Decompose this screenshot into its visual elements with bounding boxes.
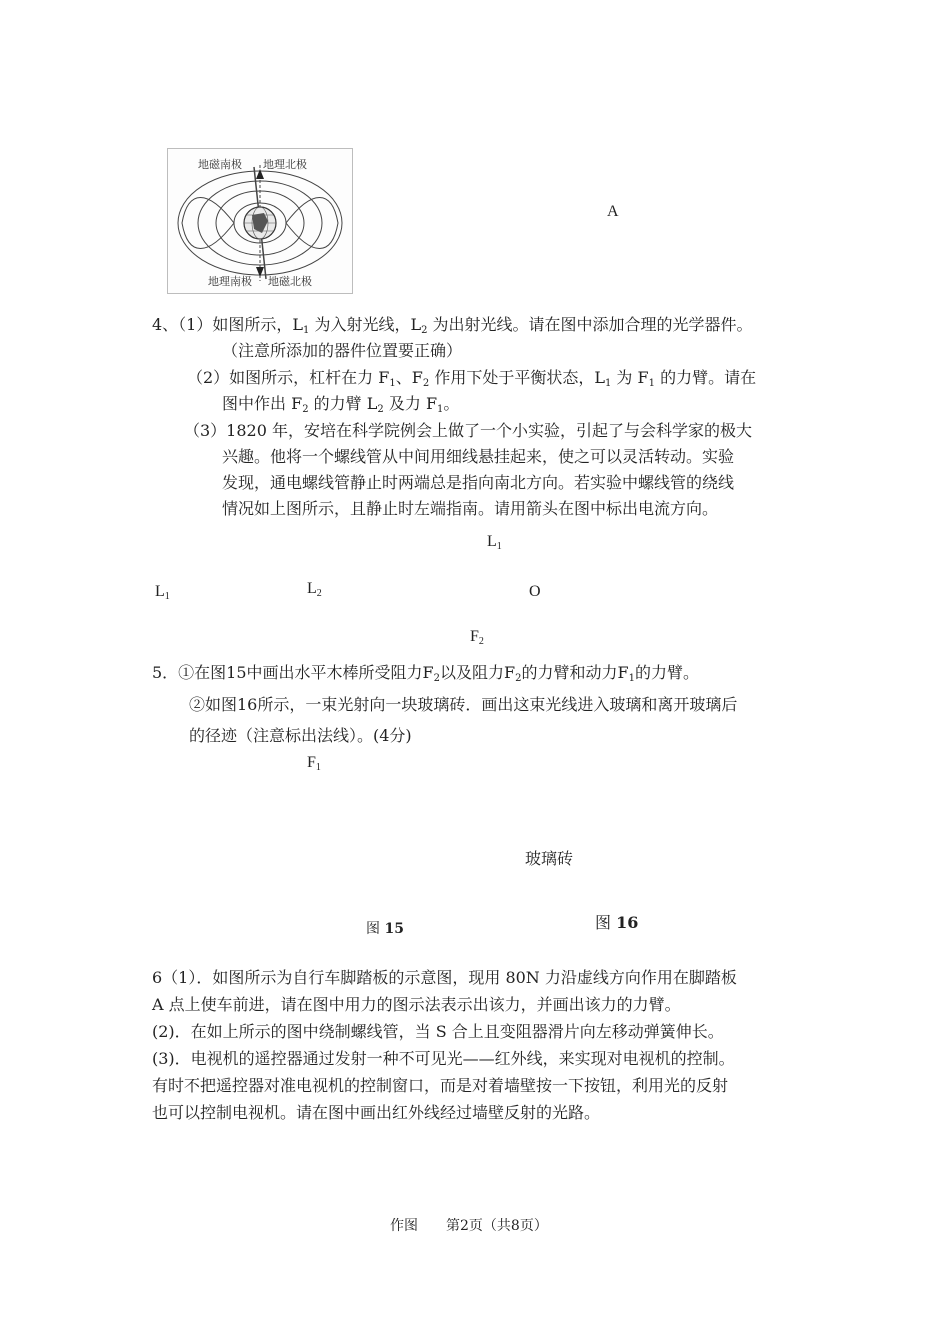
- label-l2: $L_2$: [307, 580, 322, 599]
- q4-part2-line1: （2）如图所示，杠杆在力 $F_1$、$F_2$ 作用下处于平衡状态，$L_1$ 为 $F_1$ 的力臂。请在: [187, 368, 757, 389]
- geographic-south-label: 地理南极: [208, 275, 252, 288]
- q4-line1: 4、（1）如图所示，$L_1$ 为入射光线，$L_2$ 为出射光线。请在图中添加合理的光学器件。: [152, 315, 753, 336]
- label-o: O: [529, 583, 541, 600]
- magnetic-field-lines-diagram: [168, 149, 352, 293]
- q5-line2: ②如图16所示，一束光射向一块玻璃砖．画出这束光线进入玻璃和离开玻璃后: [189, 695, 738, 714]
- geographic-north-label: 地理北极: [263, 158, 307, 171]
- label-glass-brick: 玻璃砖: [525, 849, 574, 868]
- q6-line4: (3)．电视机的遥控器通过发射一种不可见光——红外线，来实现对电视机的控制。: [152, 1049, 735, 1068]
- geomagnetic-north-label: 地磁北极: [268, 275, 312, 288]
- q6-line5: 有时不把遥控器对准电视机的控制窗口，而是对着墙壁按一下按钮，利用光的反射: [152, 1076, 729, 1095]
- figure-16-caption: 图 16: [595, 913, 639, 932]
- q4-part3-line4: 情况如上图所示，且静止时左端指南。请用箭头在图中标出电流方向。: [222, 499, 719, 518]
- page-footer: 作图 第2页（共8页）: [390, 1218, 548, 1234]
- label-l1-top: $L_1$: [487, 533, 502, 552]
- q5-line3: 的径迹（注意标出法线）。(4分): [189, 726, 412, 745]
- q5-line1: 5．①在图15中画出水平木棒所受阻力$F_2$以及阻力$F_2$的力臂和动力$F_1$的力臂。: [152, 663, 700, 684]
- q4-part3-line2: 兴趣。他将一个螺线管从中间用细线悬挂起来，使之可以灵活转动。实验: [222, 447, 735, 466]
- q6-line3: (2)．在如上所示的图中绕制螺线管，当 S 合上且变阻器滑片向左移动弹簧伸长。: [152, 1022, 724, 1041]
- q6-line1: 6（1）．如图所示为自行车脚踏板的示意图，现用 80N 力沿虚线方向作用在脚踏板: [152, 968, 737, 987]
- figure-15-caption: 图 15: [366, 921, 404, 937]
- geomagnetic-south-label: 地磁南极: [198, 158, 242, 171]
- q6-line2: A 点上使车前进，请在图中用力的图示法表示出该力，并画出该力的力臂。: [152, 995, 681, 1014]
- label-f1: $F_1$: [307, 754, 321, 773]
- q6-line6: 也可以控制电视机。请在图中画出红外线经过墙壁反射的光路。: [152, 1103, 601, 1122]
- label-l1-left: $L_1$: [155, 583, 170, 602]
- earth-magnetic-field-figure: [167, 148, 353, 294]
- q4-part2-line2: 图中作出 $F_2$ 的力臂 $L_2$ 及力 $F_1$。: [222, 394, 460, 415]
- q4-part3-line1: （3）1820 年，安培在科学院例会上做了一个小实验，引起了与会科学家的极大: [184, 421, 752, 440]
- label-a: A: [607, 203, 619, 220]
- label-f2: $F_2$: [470, 628, 484, 647]
- q4-line2: （注意所添加的器件位置要正确）: [222, 341, 463, 360]
- q4-part3-line3: 发现，通电螺线管静止时两端总是指向南北方向。若实验中螺线管的绕线: [222, 473, 735, 492]
